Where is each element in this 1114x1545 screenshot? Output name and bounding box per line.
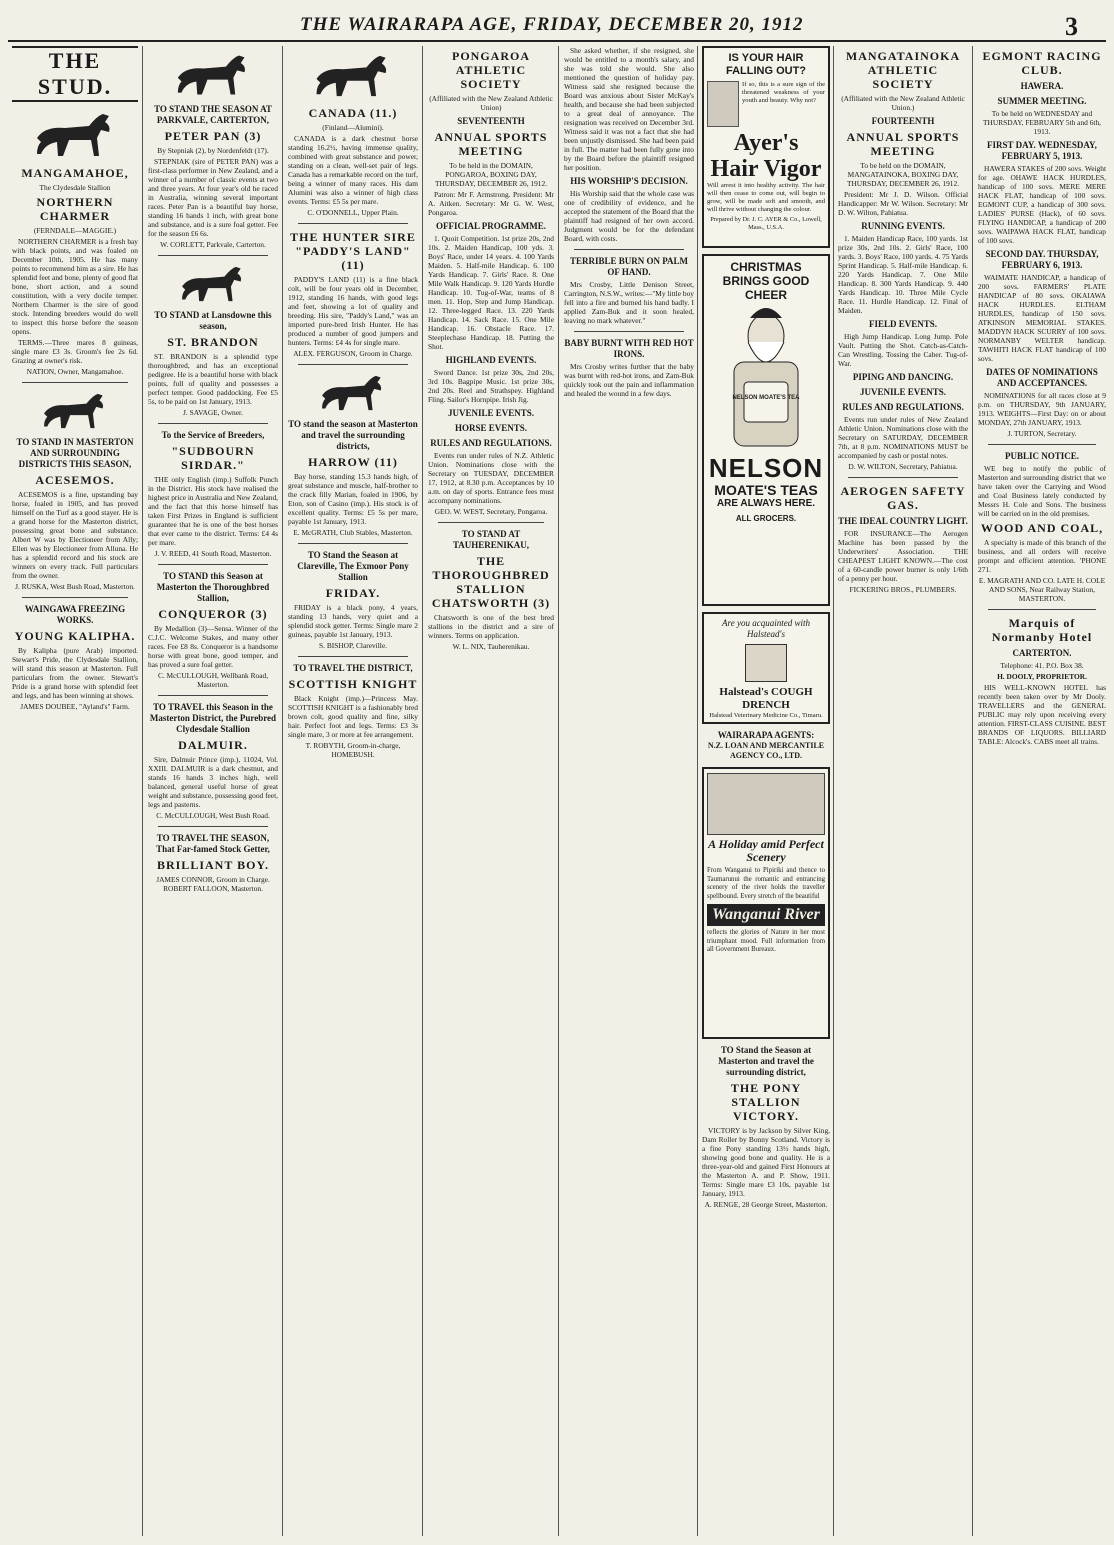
column-8	[978, 46, 1106, 1536]
horse-illustration	[305, 50, 401, 102]
pony-stallion-notice	[702, 1045, 830, 1209]
stallion-description: Black Knight (imp.)—Princess May. SCOTTISH KNIGHT is a fashionably bred brown colt, good quality and fine, silky hair. Perfect foot and legs. Terms: £3 3s single mare, 3 or more at fee arrangement.	[288, 694, 418, 739]
bottle-illustration	[745, 644, 787, 682]
stallion-name: ACESEMOS.	[35, 473, 115, 487]
stallion-description: NORTHERN CHARMER is a fresh bay with black points, and was foaled on December 10th, 1905. He has many points to recommend him as a sire. He has splendid feet and bone, plenty of good flat bone, short action, and a sound constitution, with a very docile temper. Northern Charmer is the sire of good stock. Intending breeders would do well to inspect this horse before the season opens.	[12, 237, 138, 336]
hotel-telephone: Telephone: 41. P.O. Box 38.	[1000, 661, 1084, 670]
stallion-description: ACESEMOS is a fine, upstanding bay horse, foaled in 1905, and has proved himself on the Turf as a good stayer. He is a grand horse for the Masterton district, possessing great bone and substance. Albert W was by Electioneer from Ally; Ellen was by Electioneer from Alluna. He has a splendid record and his stock are winners on every track. Full particulars from the owner.	[12, 490, 138, 580]
stallion-heading: TO STAND AT TAUHERENIKAU,	[452, 529, 530, 550]
hotel-name: Marquis of Normanby Hotel	[991, 616, 1093, 644]
column-6	[702, 46, 830, 1536]
stallion-name: CANADA (11.)	[308, 106, 398, 120]
ad-footer: Prepared by Dr. J. C. AYER & Co., Lowell, Mass., U.S.A.	[710, 216, 822, 231]
stallion-location: MANGAMAHOE,	[21, 166, 129, 180]
programme-events: 1. Quoit Competition. 1st prize 20s, 2nd 10s. 2. Maiden Handicap, 100 yds. 3. Boys' Race, under 14 years. 4. 100 Yards Maiden. 5. Half-mile Handicap. 6. 100 Yards Handicap. 7. Girls' Race. 8. One Mile Walk Handicap. 9. 120 Yards Hurdle Handicap. 10. Tug-of-War, teams of 8 men. 11. Hop, Step and Jump Handicap. 12. Three-legged Race. 13. 220 Yards Handicap. 14. Sack Race. 15. One Mile Handicap. 16. Obstacle Race. 17. Steeplechase Handicap. 18. Putting the Shot.	[428, 234, 554, 351]
stallion-description: PADDY'S LAND (11) is a fine black colt, will be four years old in December, 1912, standing 16 hands, with good legs and feet, showing a lot of quality and breeding. His sire, "Paddy's Land," was an imported pure-bred Irish Hunter. He has produced a number of good jumpers and hunters. Terms: £4 4s for single mare.	[288, 275, 418, 347]
running-events: 1. Maiden Handicap Race, 100 yards. 1st prize 30s, 2nd 10s. 2. Girls' Race, 100 yards. 3. Boys' Race, 100 yards. 4. 75 Yards Sprint Handicap. 5. Half-mile Handicap. 6. 220 Yards Handicap. 7. One Mile Handicap. 8. 300 Yards Handicap. 9. 440 Yards Handicap. 10. Three Mile Cycle Race. 11. Hurdle Handicap. 12. Final of Maiden.	[838, 234, 968, 315]
stallion-owner: JAMES CONNOR, Groom in Charge. ROBERT FALLOON, Masterton.	[156, 875, 270, 893]
ayers-hair-vigor-ad	[702, 46, 830, 248]
divider	[22, 382, 128, 383]
section-title: THE STUD.	[12, 46, 138, 102]
field-heading: FIELD EVENTS.	[868, 319, 938, 329]
column-3	[288, 46, 418, 1536]
ad-footer: Halstead Veterinary Medicine Co., Timaru.	[709, 712, 823, 719]
stallion-name: CONQUEROR (3)	[158, 607, 268, 621]
stallion-description: Sire, Dalmuir Prince (imp.), 11024, Vol. XXIII. DALMUIR is a dark chestnut, and stands 16 hands 3 inches high, well balanced, general useful horse of great weight and substance, possessing good feet, legs and pasterns.	[148, 755, 278, 809]
race-programme: WAIMATE HANDICAP, a handicap of 200 sovs. FARMERS' PLATE HANDICAP of 80 sovs. OKAIAWA HACK HURDLES. ELTHAM HURDLES, handicap of 150 sovs. ATKINSON MEMORIAL STAKES. MADDYN HACK SCURRY of 100 sovs. NORMANBY WELTER handicap. TAWHITI HACK FLAT handicap of 100 sovs.	[978, 273, 1106, 363]
ad-headline: A Holiday amid Perfect Scenery	[708, 837, 824, 864]
society-affiliation: (Affiliated with the New Zealand Athletic Union.)	[841, 94, 965, 112]
juvenile-heading: JUVENILE EVENTS.	[447, 408, 535, 418]
notice-body: A specialty is made of this branch of the business, and all orders will receive prompt and efficient attention. 'PHONE 271.	[978, 538, 1106, 574]
stallion-heading: TO TRAVEL THE SEASON, That Far-famed Stock Getter,	[156, 833, 270, 854]
ad-copy: From Wanganui to Pipiriki and thence to Taumarunui the romantic and entrancing scenery of the river holds the traveller spellbound. Every stretch of the beautiful	[707, 867, 825, 900]
column-divider	[422, 46, 423, 1536]
ad-brand: NELSON	[708, 453, 824, 483]
page-number: 3	[1065, 12, 1078, 41]
divider	[158, 826, 268, 827]
hotel-proprietor: H. DOOLY, PROPRIETOR.	[997, 672, 1087, 681]
stallion-description: Chatsworth is one of the best bred stallions in the district and a sire of winners. Terms on application.	[428, 613, 554, 640]
stallion-name: HARROW (11)	[308, 455, 398, 469]
stallion-owner: T. ROBYTH, Groom-in-charge, HOMEBUSH.	[305, 741, 401, 759]
article-body: His Worship said that the whole case was one of credibility of evidence, and he accepted the statement of the Board that the plaintiff had resigned of her own accord. Judgment would be for the defendant Board, with costs.	[564, 189, 694, 243]
divider	[298, 543, 408, 544]
article-body: Mrs Crosby writes further that the baby was burnt with red-hot irons, and Zam-Buk quickly took out the pain and inflammation and healed the wound in a few days.	[564, 362, 694, 398]
stallion-description: ST. BRANDON is a splendid type thoroughbred, and has an exceptional pedigree. He is a beautiful horse with black points, full of quality and possesses a perfect temper. Good paddocking. Fee £5 5s, to be paid on 1st January, 1913.	[148, 352, 278, 406]
stallion-heading: TO STAND at Lansdowne this season,	[154, 310, 272, 331]
column-5	[564, 46, 694, 1536]
ad-heading: AEROGEN SAFETY GAS.	[840, 484, 966, 512]
running-heading: RUNNING EVENTS.	[861, 221, 945, 231]
ad-headline: Are you acquainted with Halstead's	[722, 618, 810, 639]
stallion-owner: J. V. REED, 41 South Road, Masterton.	[154, 549, 272, 558]
notice-body: WE beg to notify the public of Masterton and surrounding district that we have taken over the Carrying and Wood and Coal Business lately conducted by Messrs H. Cole and Sons. The business will be carried on in the old premises.	[978, 464, 1106, 518]
divider	[158, 695, 268, 696]
ad-subheading: THE IDEAL COUNTRY LIGHT.	[838, 516, 968, 526]
society-name: PONGAROA ATHLETIC SOCIETY	[452, 49, 530, 91]
horse-illustration	[169, 262, 257, 306]
stallion-name: "SUDBOURN SIRDAR."	[171, 444, 255, 472]
stallion-owner: NATION, Owner, Mangamahoe.	[26, 367, 124, 376]
masthead-title: THE WAIRARAPA AGE, FRIDAY, DECEMBER 20, 1912	[300, 14, 804, 35]
article-body: Mrs Crosby, Little Denison Street, Carrington, N.S.W., writes:—"My little boy fell into a fire and burned his hand badly. I applied Zam-Buk and it soon healed, leaving no mark whatever."	[564, 280, 694, 325]
notice-title: WOOD AND COAL,	[980, 521, 1104, 535]
column-divider	[972, 46, 973, 1536]
club-location: HAWERA.	[1020, 81, 1064, 91]
ad-headline: CHRISTMAS BRINGS GOOD CHEER	[722, 260, 810, 302]
society-name: MANGATAINOKA ATHLETIC SOCIETY	[845, 49, 961, 91]
halsteads-cough-drench-ad	[702, 612, 830, 724]
secretary-signature: D. W. WILTON, Secretary, Pahiatua.	[848, 462, 958, 471]
stallion-heading: TO TRAVEL this Season in the Masterton District, the Purebred Clydesdale Stallion	[149, 702, 277, 734]
river-scenery-image	[707, 773, 825, 835]
column-divider	[282, 46, 283, 1536]
nelson-moates-tea-ad	[702, 254, 830, 606]
stallion-heading: TO STAND this Season at Masterton the Thoroughbred Stallion,	[156, 571, 270, 603]
ad-brand: Wanganui River	[707, 904, 825, 926]
column-7	[838, 46, 968, 1536]
divider	[158, 423, 268, 424]
stallion-pedigree: (FERNDALE—MAGGIE.)	[33, 226, 117, 235]
dates-text: NOMINATIONS for all races close at 9 p.m. on THURSDAY, 9th JANUARY, 1913. WEIGHTS—First Day: on or about MONDAY, 27th JANUARY, 1913.	[978, 391, 1106, 427]
column-2	[148, 46, 278, 1536]
divider	[848, 477, 958, 478]
stallion-name: THE THOROUGHBRED STALLION CHATSWORTH (3)	[431, 554, 551, 610]
stallion-name: THE HUNTER SIRE "PADDY'S LAND" (11)	[290, 230, 416, 272]
stallion-name: BRILLIANT BOY.	[156, 858, 270, 872]
stallion-description: By Kalipha (pure Arab) imported. Stewart's Pride, the Clydesdale Stallion, will stand this season at Masterton. Full particulars from the owner. Stewart's Pride is a grand horse with splendid feet and legs, and has been winning at shows.	[12, 646, 138, 700]
stallion-name: ST. BRANDON	[167, 335, 259, 349]
stallion-description: THE only English (imp.) Suffolk Punch in the District. His stock have realised the highest price in Australia and New Zealand, and the fact that this horse himself has taken First Prizes in England is sufficient guarantee that he is one of the best horses that ever came to the district. Terms: £4 4s per mare.	[148, 475, 278, 547]
article-heading: BABY BURNT WITH RED HOT IRONS.	[564, 338, 694, 359]
horse-events-heading: HORSE EVENTS.	[454, 423, 528, 433]
meeting-title: ANNUAL SPORTS MEETING	[846, 130, 960, 158]
meeting-title: SUMMER MEETING.	[997, 96, 1087, 106]
ad-copy: Will arrest it into healthy activity. The hair will then cease to come out, will begin to grow, will be made soft and smooth, and will thrive without changing the colour.	[707, 182, 825, 213]
stallion-heading: TO stand the season at Masterton and travel the surrounding districts,	[288, 419, 418, 451]
divider	[158, 564, 268, 565]
horse-illustration	[25, 108, 125, 162]
club-name: EGMONT RACING CLUB.	[982, 49, 1102, 77]
juvenile-heading: JUVENILE EVENTS.	[859, 387, 947, 397]
divider	[22, 597, 128, 598]
ad-tagline: ARE ALWAYS HERE.	[716, 498, 816, 509]
meeting-officials: President: Mr J. D. Wilson. Official Handicapper: Mr W. Wilson. Secretary: Mr D. W. Wilton, Pahiatua.	[838, 190, 968, 217]
stallion-owner: E. McGRATH, Club Stables, Masterton.	[293, 528, 413, 537]
stallion-owner: W. CORLETT, Parkvale, Carterton.	[160, 240, 266, 249]
stallion-heading: TO TRAVEL THE DISTRICT,	[293, 663, 413, 673]
stallion-heading: TO Stand the Season at Masterton and travel the surrounding district,	[718, 1045, 814, 1077]
stallion-name: PETER PAN (3)	[164, 129, 262, 143]
stallion-owner: ALEX. FERGUSON, Groom in Charge.	[293, 349, 413, 358]
column-divider	[142, 46, 143, 1536]
day-heading: SECOND DAY. THURSDAY, FEBRUARY 6, 1913.	[985, 249, 1099, 270]
divider	[298, 364, 408, 365]
stallion-owner: S. BISHOP, Clareville.	[319, 641, 387, 650]
stallion-owner: JAMES DOUBEE, "Ayland's" Farm.	[20, 702, 130, 711]
stallion-name: FRIDAY.	[325, 586, 381, 600]
stallion-subtitle: The Clydesdale Stallion	[39, 183, 111, 192]
ad-footer: reflects the glories of Nature in her most triumphant mood. Full information from all Government Bureaux.	[707, 929, 825, 953]
stallion-description: Bay horse, standing 15.3 hands high, of great substance and muscle, half-brother to the crack filly Marian, foaled in 1906, by Eton, son of Casino (imp.). His stock is of excellent quality. Terms: £5 5s per mare, payable 1st January, 1913.	[288, 472, 418, 526]
ad-intro: If so, this is a sure sign of the threatened weakness of your youth and beauty. Why not?	[742, 81, 825, 104]
stallion-owner: W. L. NIX, Tauherenikau.	[452, 642, 530, 651]
notice-signature: E. MAGRATH AND CO. LATE H. COLE AND SONS, Near Railway Station, MASTERTON.	[978, 576, 1106, 603]
meeting-ordinal: FOURTEENTH	[871, 116, 935, 126]
meeting-date: To be held on WEDNESDAY and THURSDAY, FEBRUARY 5th and 6th, 1913.	[983, 109, 1101, 136]
ad-signature: FICKERING BROS., PLUMBERS.	[849, 585, 957, 594]
column-divider	[697, 46, 698, 1536]
article-subhead: HIS WORSHIP'S DECISION.	[570, 176, 688, 186]
stallion-heading: TO STAND IN MASTERTON AND SURROUNDING DISTRICTS THIS SEASON,	[16, 437, 134, 469]
hotel-description: HIS WELL-KNOWN HOTEL has recently been taken over by Mr Dooly. TRAVELLERS and the GENERAL PUBLIC may rely upon receiving every attention. FIRST-CLASS CUISINE. BEST BRANDS OF LIQUORS. BILLIARD TABLE: Alcock's. CABS meet all trains.	[978, 683, 1106, 746]
portrait-image	[707, 81, 739, 127]
ad-brand: Halstead's COUGH DRENCH	[719, 686, 813, 711]
rules-text: Events run under rules of N.Z. Athletic Union. Nominations close with the Secretary on TUESDAY, DECEMBER 17, 1912, at 8.30 p.m. Acceptances by 10 a.m. on day of sports. Entrance fees must accompany nominations.	[428, 451, 554, 505]
stallion-owner: C. O'DONNELL, Upper Plain.	[307, 208, 399, 217]
stallion-description: CANADA is a dark chestnut horse standing 16.2½, having immense quality, combined with great substance and power, standing on a clean, well-set pair of legs. Canada has a remarkable record on the turf, being a winner of many races. His dam Alumini was also a winner of high class events. Terms: £5 5s per mare.	[288, 134, 418, 206]
divider	[438, 522, 544, 523]
stallion-name: DALMUIR.	[178, 738, 248, 752]
divider	[158, 255, 268, 256]
stallion-heading: TO STAND THE SEASON AT PARKVALE, CARTERTON,	[154, 104, 272, 125]
piping-heading: PIPING AND DANCING.	[852, 372, 954, 382]
society-affiliation: (Affiliated with the New Zealand Athletic Union)	[429, 94, 553, 112]
agents-name: N.Z. LOAN AND MERCANTILE AGENCY CO., LTD.	[707, 741, 825, 760]
stallion-heading: WAINGAWA FREEZING WORKS.	[24, 604, 126, 625]
stallion-name: NORTHERN CHARMER	[36, 195, 114, 223]
stallion-description: By Medallion (3)—Sensa. Winner of the C.J.C. Welcome Stakes, and many other races. Fee £8 8s. Conqueror is a handsome horse with great bone, good temper, and has proved a sure foal getter.	[148, 624, 278, 669]
column-divider	[558, 46, 559, 1536]
meeting-date: To be held on the DOMAIN, MANGATAINOKA, BOXING DAY, THURSDAY, DECEMBER 26, 1912.	[846, 161, 960, 188]
agents-heading: WAIRARAPA AGENTS:	[717, 730, 815, 740]
column-divider	[833, 46, 834, 1536]
divider	[298, 656, 408, 657]
masthead	[0, 0, 1114, 40]
divider	[574, 331, 684, 332]
ad-subbrand: MOATE'S TEAS	[714, 482, 818, 498]
article-heading: TERRIBLE BURN ON PALM OF HAND.	[569, 256, 689, 277]
secretary-signature: GEO. W. WEST, Secretary, Pongaroa.	[434, 507, 548, 516]
stallion-owner: A. RENGE, 28 George Street, Masterton.	[704, 1200, 828, 1209]
masthead-rule	[8, 40, 1106, 42]
stallion-name: SCOTTISH KNIGHT	[288, 677, 418, 691]
divider	[988, 609, 1096, 610]
secretary-signature: J. TURTON, Secretary.	[1007, 429, 1077, 438]
stallion-pedigree: By Stepniak (2), by Nordenfeldt (17).	[157, 146, 269, 155]
divider	[988, 444, 1096, 445]
stallion-heading: To the Service of Breeders,	[161, 430, 265, 440]
stallion-description: FRIDAY is a black pony, 4 years, standing 13 hands, very quiet and a splendid stock getter. Terms: Single mare 2 guineas, payable 1st January, 1913.	[288, 603, 418, 639]
horse-illustration	[165, 50, 261, 100]
stallion-owner: C. McCULLOUGH, Wellbank Road, Masterton.	[157, 671, 269, 689]
race-programme: HAWERA STAKES of 200 sovs. Weight for age. OHAWE HACK HURDLES, handicap of 100 sovs. MERE MERE HACK FLAT, handicap of 100 sovs. EGMONT CUP, a handicap of 300 sovs. LADIES' PURSE (Hack), of 60 sovs. FLYING HANDICAP, a handicap of 200 sovs. WAIPAWA HACK FLAT, handicap of 100 sovs.	[978, 164, 1106, 245]
santa-illustration	[710, 302, 822, 452]
meeting-date: To be held in the DOMAIN, PONGAROA, BOXING DAY, THURSDAY, DECEMBER 26, 1912.	[434, 161, 548, 188]
meeting-ordinal: SEVENTEENTH	[457, 116, 525, 126]
programme-heading: OFFICIAL PROGRAMME.	[436, 221, 546, 231]
ad-footer: ALL GROCERS.	[735, 514, 797, 523]
stallion-owner: C. McCULLOUGH, West Bush Road.	[156, 811, 270, 820]
column-4	[428, 46, 554, 1536]
day-heading: FIRST DAY. WEDNESDAY, FEBRUARY 5, 1913.	[987, 140, 1097, 161]
horse-illustration	[309, 371, 397, 415]
hotel-location: CARTERTON.	[1012, 648, 1072, 658]
stallion-description: VICTORY is by Jackson by Silver King, Dam Roller by Bonny Scotland. Victory is a fine Pony standing 13½ hands high, showing good bone and quality. He is a three-year-old and gained First Honours at the Masterton A. and P. Show, 1911. Terms: Single mare £3 10s, payable 1st January, 1913.	[702, 1126, 830, 1198]
meeting-title: ANNUAL SPORTS MEETING	[434, 130, 548, 158]
tin-label: NELSON MOATE'S TEA	[732, 395, 800, 401]
ad-brand: Ayer's Hair Vigor	[710, 130, 822, 182]
stallion-terms: TERMS.—Three mares 8 guineas, single mare £3 3s. Groom's fee 2s 6d. Grazing at owner's risk.	[12, 338, 138, 365]
ad-copy: FOR INSURANCE—The Aerogen Machine has been passed by the Underwriters' Association. THE CHEAPEST LIGHT KNOWN.—The cost of a 60-candle power burner is only 1/6th of a penny per hour.	[838, 529, 968, 583]
dates-heading: DATES OF NOMINATIONS AND ACCEPTANCES.	[986, 367, 1098, 388]
highland-heading: HIGHLAND EVENTS.	[445, 355, 537, 365]
wanganui-river-ad	[702, 767, 830, 1039]
horse-illustration	[29, 389, 121, 433]
meeting-officials: Patron: Mr F. Armstrong. President: Mr A. Aitken. Secretary: Mr G. W. West, Pongaroa.	[428, 190, 554, 217]
stallion-owner: J. SAVAGE, Owner.	[183, 408, 243, 417]
column-1	[12, 46, 138, 1536]
stallion-owner: J. RUSKA, West Bush Road, Masterton.	[15, 582, 135, 591]
stallion-heading: TO Stand the Season at Clareville, The Exmoor Pony Stallion	[297, 550, 409, 582]
article-body: She asked whether, if she resigned, she would be entitled to a month's salary, and she was told she would. She also mentioned the question of holiday pay. Witness said she resigned because the Board was anxious about Sister McKay's health, and because she had been subjected to a great deal of annoyance. The resignation was received on December 3rd. Witness said it was not a fact that she had been unjustly dismissed. She had been paid in full. The matter had been fully gone into by the Board before the plaintiff resigned her position.	[564, 46, 694, 172]
divider	[574, 249, 684, 250]
notice-heading: PUBLIC NOTICE.	[1004, 451, 1079, 461]
highland-events: Sword Dance. 1st prize 30s, 2nd 20s, 3rd 10s. Bagpipe Music. 1st prize 30s, 2nd 20s. Reel and Strathspey. Highland Fling. Sailor's Hornpipe. Irish Jig.	[428, 368, 554, 404]
divider	[298, 223, 408, 224]
rules-text: Events run under rules of New Zealand Athletic Union. Nominations close with the Secretary on SATURDAY, DECEMBER 7th, at 8 p.m. NOMINATIONS MUST be accompanied by cash or postal notes.	[838, 415, 968, 460]
rules-heading: RULES AND REGULATIONS.	[430, 438, 552, 448]
stallion-name: THE PONY STALLION VICTORY.	[730, 1081, 802, 1123]
field-events: High Jump Handicap. Long Jump. Pole Vault. Putting the Shot. Catch-as-Catch-Can Wrestling. Tossing the Caber. Tug-of-War.	[838, 332, 968, 368]
ad-headline: IS YOUR HAIR FALLING OUT?	[725, 52, 807, 77]
rules-heading: RULES AND REGULATIONS.	[842, 402, 964, 412]
stallion-description: STEPNIAK (sire of PETER PAN) was a first-class performer in New Zealand, and a winner of a number of classic events at two and three years. At four year's old he raced in Australia, winning several important races. Peter Pan is a beautiful bay horse, standing 16 hands 1 inch, with great bone and substance, and is a sure foal getter. Fee for the season £6 6s.	[148, 157, 278, 238]
stallion-name: YOUNG KALIPHA.	[14, 629, 136, 643]
stallion-pedigree: (Finland—Alumini).	[322, 123, 384, 132]
